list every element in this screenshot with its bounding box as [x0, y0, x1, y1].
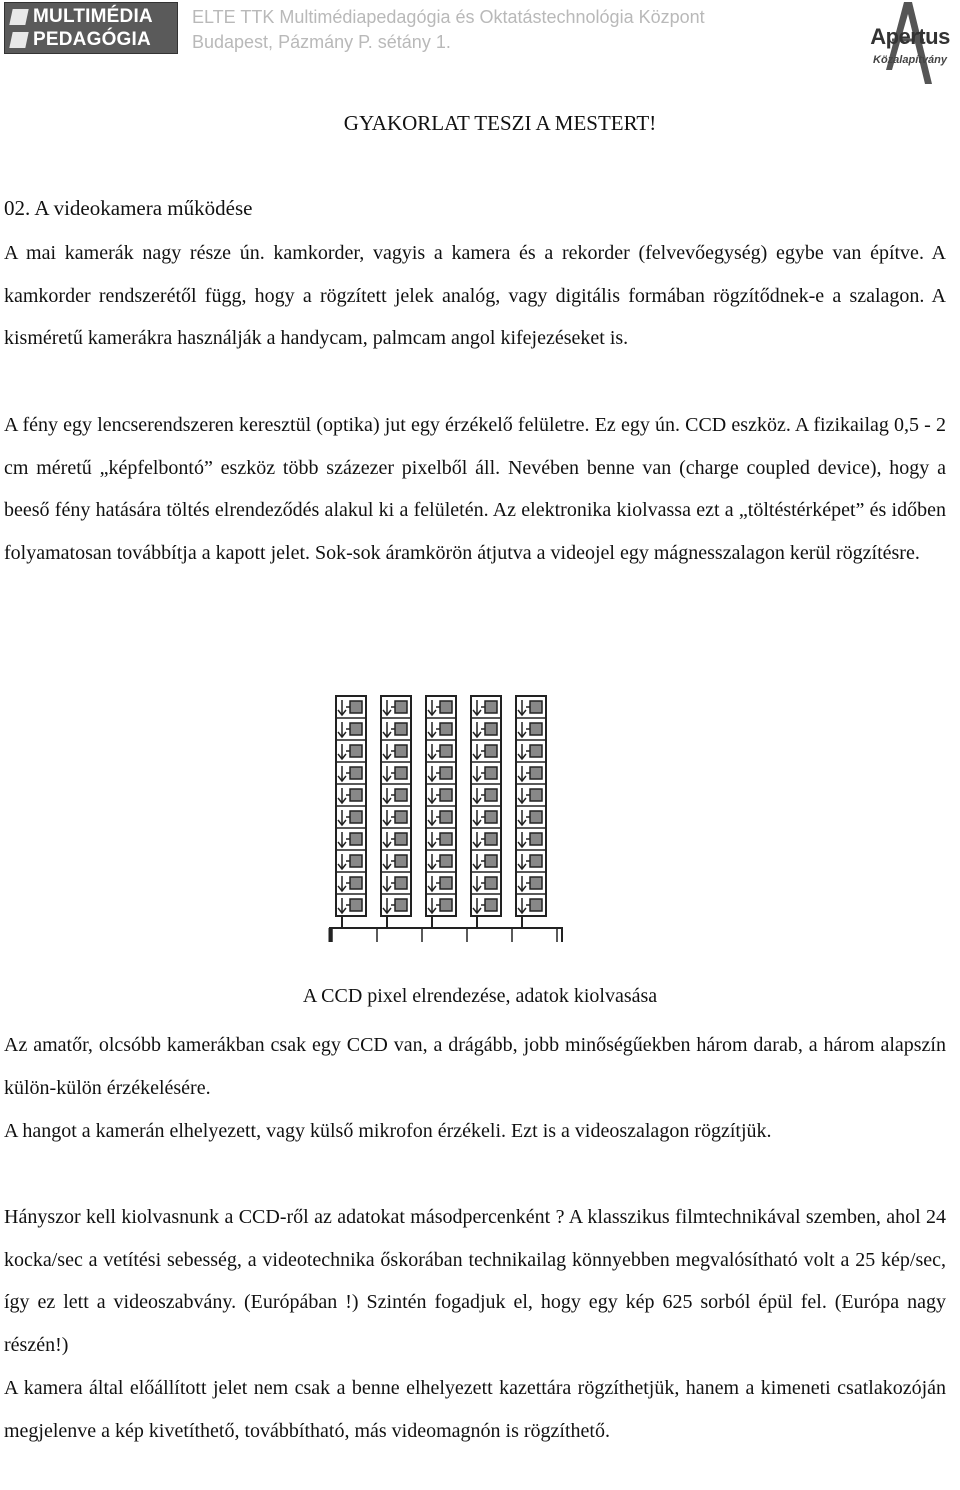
charge-transfer-arrow-icon	[338, 744, 346, 759]
charge-transfer-arrow-icon	[383, 700, 391, 715]
charge-transfer-arrow-icon	[428, 700, 436, 715]
ccd-pixel	[395, 723, 407, 735]
charge-transfer-arrow-icon	[428, 854, 436, 869]
paragraph-ccd-count: Az amatőr, olcsóbb kamerákban csak egy CCD van, a drágább, jobb minőségűekben három darab, a három alapszín külön-külön érzékelésére.	[4, 1034, 946, 1099]
charge-transfer-arrow-icon	[518, 898, 526, 913]
charge-transfer-arrow-icon	[428, 898, 436, 913]
charge-transfer-arrow-icon	[383, 876, 391, 891]
charge-transfer-arrow-icon	[428, 788, 436, 803]
ccd-pixel	[350, 723, 362, 735]
apertus-name: Apertus	[870, 24, 950, 49]
ccd-pixel	[350, 811, 362, 823]
ccd-pixel	[350, 877, 362, 889]
ccd-pixel	[395, 789, 407, 801]
charge-transfer-arrow-icon	[518, 854, 526, 869]
ccd-pixel	[440, 701, 452, 713]
charge-transfer-arrow-icon	[428, 744, 436, 759]
charge-transfer-arrow-icon	[428, 766, 436, 781]
ccd-pixel	[485, 811, 497, 823]
ccd-pixel	[485, 899, 497, 911]
charge-transfer-arrow-icon	[473, 810, 481, 825]
page-header	[0, 0, 960, 100]
charge-transfer-arrow-icon	[473, 722, 481, 737]
ccd-pixel	[485, 723, 497, 735]
section-heading: 02. A videokamera működése	[4, 196, 253, 220]
ccd-pixel	[530, 811, 542, 823]
paragraph-ccd: A fény egy lencserendszeren keresztül (optika) jut egy érzékelő felületre. Ez egy ún. CCD eszköz. A fizikailag 0,5 - 2 cm méretű „képfelbontó” eszköz több százezer pixelből áll. Nevében benne van (charge coupled device), hogy a beeső fény hatására töltés elrendeződés alakul ki a felületén. Az elektronika kiolvassa ezt a „töltéstérképet” és időben folyamatosan továbbítja a kapott jelet. Sok-sok áramkörön átjutva a videojel egy mágnesszalagon kerül rögzítésre.	[4, 414, 946, 564]
charge-transfer-arrow-icon	[473, 788, 481, 803]
charge-transfer-arrow-icon	[338, 832, 346, 847]
ccd-pixel	[485, 701, 497, 713]
figure-caption: A CCD pixel elrendezése, adatok kiolvasása	[302, 985, 658, 1007]
ccd-pixel	[485, 789, 497, 801]
institution-street: Budapest, Pázmány P. sétány 1.	[192, 32, 451, 52]
institution-address	[192, 5, 705, 55]
charge-transfer-arrow-icon	[518, 766, 526, 781]
ccd-pixel	[350, 745, 362, 757]
ccd-pixel	[440, 855, 452, 867]
charge-transfer-arrow-icon	[518, 788, 526, 803]
paragraph-audio: A hangot a kamerán elhelyezett, vagy külső mikrofon érzékeli. Ezt is a videoszalagon rögzítjük.	[4, 1120, 772, 1142]
charge-transfer-arrow-icon	[428, 810, 436, 825]
ccd-pixel	[530, 789, 542, 801]
ccd-pixel	[485, 877, 497, 889]
ccd-pixel	[440, 877, 452, 889]
ccd-pixel	[530, 833, 542, 845]
horizontal-readout-register	[330, 928, 562, 942]
charge-transfer-arrow-icon	[338, 876, 346, 891]
ccd-pixel	[530, 745, 542, 757]
ccd-pixel	[350, 767, 362, 779]
ccd-pixel	[440, 723, 452, 735]
ccd-pixel	[485, 745, 497, 757]
charge-transfer-arrow-icon	[473, 700, 481, 715]
ccd-pixel	[530, 723, 542, 735]
charge-transfer-arrow-icon	[338, 854, 346, 869]
charge-transfer-arrow-icon	[473, 744, 481, 759]
charge-transfer-arrow-icon	[338, 810, 346, 825]
ccd-pixel	[440, 745, 452, 757]
charge-transfer-arrow-icon	[338, 898, 346, 913]
charge-transfer-arrow-icon	[518, 810, 526, 825]
ccd-pixel	[530, 877, 542, 889]
ccd-pixel	[440, 789, 452, 801]
charge-transfer-arrow-icon	[473, 854, 481, 869]
ccd-pixel	[395, 701, 407, 713]
ccd-pixel	[530, 855, 542, 867]
ccd-pixel	[350, 899, 362, 911]
multimedia-pedagogia-logo	[4, 2, 178, 54]
ccd-pixel	[530, 701, 542, 713]
paragraph-output: A kamera által előállított jelet nem csak a benne elhelyezett kazettára rögzíthetjük, hanem a kimeneti csatlakozóján megjelenve a kép kivetíthető, továbbítható, más videomagnón is rögzíthető.	[4, 1377, 946, 1442]
logo-mark-icon	[9, 32, 28, 48]
charge-transfer-arrow-icon	[428, 876, 436, 891]
page-title: GYAKORLAT TESZI A MESTERT!	[343, 111, 657, 135]
charge-transfer-arrow-icon	[383, 898, 391, 913]
ccd-pixel	[440, 811, 452, 823]
charge-transfer-arrow-icon	[518, 744, 526, 759]
institution-name: ELTE TTK Multimédiapedagógia és Oktatástechnológia Központ	[192, 7, 705, 27]
charge-transfer-arrow-icon	[518, 700, 526, 715]
charge-transfer-arrow-icon	[428, 832, 436, 847]
charge-transfer-arrow-icon	[473, 832, 481, 847]
ccd-pixel	[395, 833, 407, 845]
charge-transfer-arrow-icon	[338, 766, 346, 781]
logo-text-line2: PEDAGÓGIA	[33, 29, 151, 50]
charge-transfer-arrow-icon	[518, 832, 526, 847]
charge-transfer-arrow-icon	[383, 766, 391, 781]
charge-transfer-arrow-icon	[338, 788, 346, 803]
logo-mark-icon	[9, 9, 28, 25]
charge-transfer-arrow-icon	[338, 722, 346, 737]
charge-transfer-arrow-icon	[338, 700, 346, 715]
charge-transfer-arrow-icon	[518, 722, 526, 737]
charge-transfer-arrow-icon	[383, 744, 391, 759]
ccd-pixel	[485, 833, 497, 845]
ccd-pixel	[485, 855, 497, 867]
ccd-pixel	[350, 833, 362, 845]
ccd-pixel	[530, 899, 542, 911]
ccd-pixel	[440, 833, 452, 845]
ccd-grid-svg	[326, 690, 606, 942]
apertus-subtitle: Közalapítvány	[873, 54, 947, 66]
paragraph-camcorder: A mai kamerák nagy része ún. kamkorder, vagyis a kamera és a rekorder (felvevőegység) egybe van építve. A kamkorder rendszerétől függ, hogy a rögzített jelek analóg, vagy digitális formában rögzítődnek-e a szalagon. A kisméretű kamerákra használják a handycam, palmcam angol kifejezéseket is.	[4, 242, 946, 350]
charge-transfer-arrow-icon	[383, 854, 391, 869]
charge-transfer-arrow-icon	[383, 810, 391, 825]
charge-transfer-arrow-icon	[428, 722, 436, 737]
ccd-pixel-diagram	[326, 690, 606, 942]
charge-transfer-arrow-icon	[518, 876, 526, 891]
ccd-pixel	[395, 855, 407, 867]
charge-transfer-arrow-icon	[473, 766, 481, 781]
ccd-pixel	[350, 855, 362, 867]
ccd-pixel	[350, 789, 362, 801]
ccd-pixel	[350, 701, 362, 713]
apertus-logo	[862, 0, 958, 86]
paragraph-frame-rate: Hányszor kell kiolvasnunk a CCD-ről az adatokat másodpercenként ? A klasszikus filmtechnikával szemben, ahol 24 kocka/sec a vetítési sebesség, a videotechnika őskorában technikailag könnyebben megvalósítható volt a 25 kép/sec, így ez lett a videoszabvány. (Európában !) Szintén fogadjuk el, hogy egy kép 625 sorból épül fel. (Európa nagy részén!)	[4, 1206, 946, 1356]
ccd-pixel	[395, 877, 407, 889]
ccd-pixel	[530, 767, 542, 779]
charge-transfer-arrow-icon	[383, 832, 391, 847]
charge-transfer-arrow-icon	[383, 722, 391, 737]
charge-transfer-arrow-icon	[383, 788, 391, 803]
charge-transfer-arrow-icon	[473, 876, 481, 891]
ccd-pixel	[395, 811, 407, 823]
ccd-pixel	[440, 767, 452, 779]
ccd-pixel	[395, 767, 407, 779]
charge-transfer-arrow-icon	[473, 898, 481, 913]
ccd-pixel	[485, 767, 497, 779]
ccd-pixel	[395, 899, 407, 911]
ccd-pixel	[440, 899, 452, 911]
ccd-pixel	[395, 745, 407, 757]
logo-text-line1: MULTIMÉDIA	[33, 6, 153, 27]
